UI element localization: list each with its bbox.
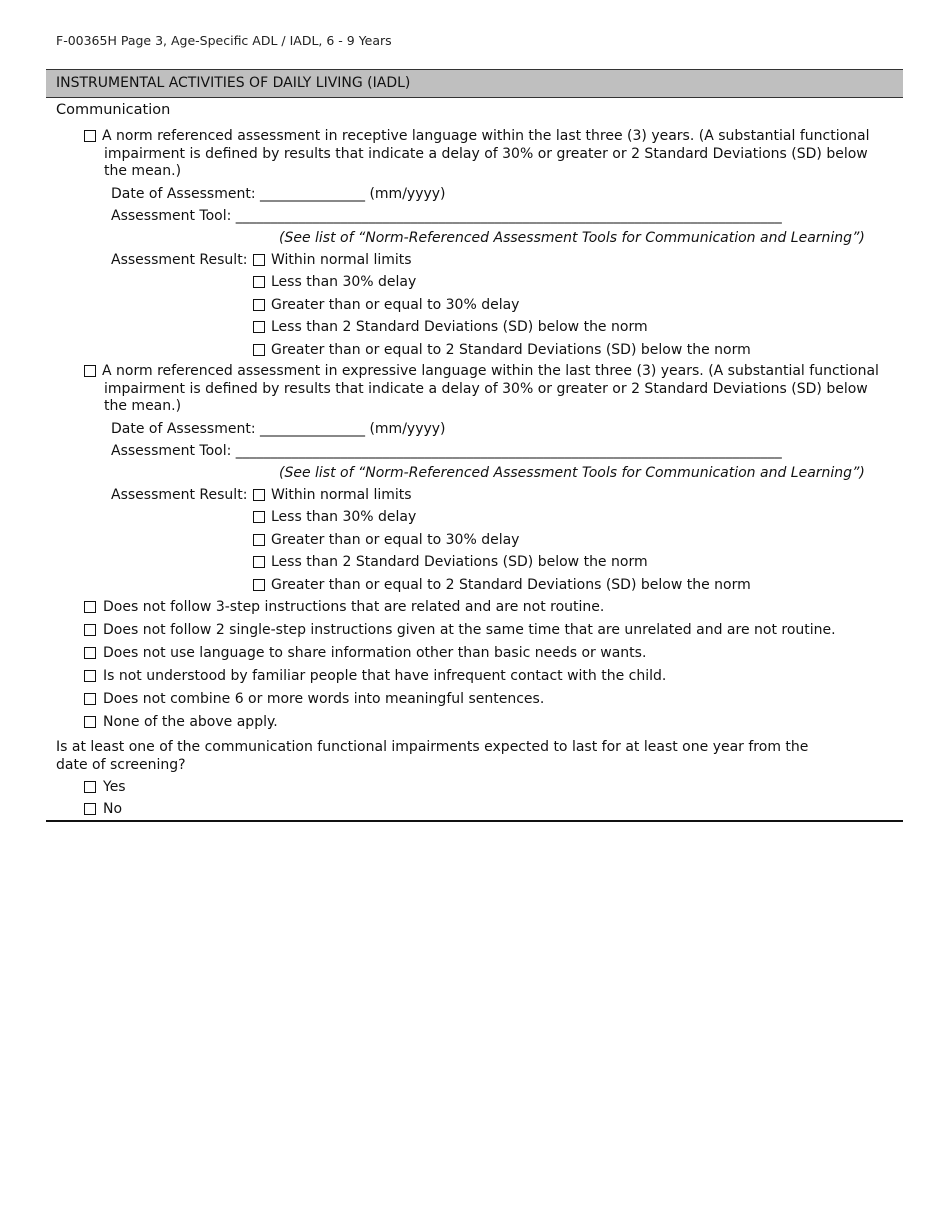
result-option-label: Greater than or equal to 2 Standard Deviations (SD) below the norm <box>271 341 751 358</box>
receptive-result-group <box>111 251 903 359</box>
receptive-date-field[interactable]: Date of Assessment: _______________ (mm/yyyy) <box>111 185 446 202</box>
receptive-result-option[interactable] <box>253 273 903 291</box>
result-checkbox[interactable] <box>253 321 265 333</box>
result-checkbox[interactable] <box>253 344 265 356</box>
result-checkbox[interactable] <box>253 511 265 523</box>
receptive-result-option[interactable] <box>253 296 903 314</box>
expressive-result-group <box>111 486 903 594</box>
receptive-tool-field[interactable]: Assessment Tool: ______________________________________________________________________________ <box>111 207 782 224</box>
expressive-result-option[interactable] <box>253 508 903 526</box>
item-checkbox[interactable] <box>84 716 96 728</box>
result-option-label: Greater than or equal to 2 Standard Deviations (SD) below the norm <box>271 576 751 593</box>
expressive-assessment-checkbox[interactable] <box>84 365 96 377</box>
expressive-assessment <box>84 363 903 416</box>
result-checkbox[interactable] <box>253 276 265 288</box>
expressive-tool-field[interactable]: Assessment Tool: ______________________________________________________________________________ <box>111 442 782 459</box>
item-label: Does not follow 2 single-step instructions given at the same time that are unrelated and are not routine. <box>103 622 836 638</box>
receptive-result-option[interactable] <box>253 341 903 359</box>
item-label: Does not use language to share information other than basic needs or wants. <box>103 645 647 661</box>
result-checkbox[interactable] <box>253 534 265 546</box>
checklist-item[interactable] <box>46 667 903 685</box>
expressive-result-label: Assessment Result: <box>111 486 248 503</box>
answer-no[interactable] <box>46 800 903 818</box>
receptive-assessment-text: A norm referenced assessment in receptive language within the last three (3) years. (A substantial functional impairment is defined by results that indicate a delay of 30% or greater or 2 Standard Deviations (SD) below the mean.) <box>102 128 870 179</box>
answer-yes[interactable] <box>46 778 903 796</box>
checklist-item[interactable] <box>46 644 903 662</box>
expressive-result-option[interactable] <box>253 553 903 571</box>
expressive-date-field[interactable]: Date of Assessment: _______________ (mm/yyyy) <box>111 420 446 437</box>
result-checkbox[interactable] <box>253 556 265 568</box>
receptive-result-option[interactable] <box>253 318 903 336</box>
item-checkbox[interactable] <box>84 601 96 613</box>
expressive-see-list-note: (See list of “Norm-Referenced Assessment Tools for Communication and Learning”) <box>279 464 865 481</box>
item-checkbox[interactable] <box>84 647 96 659</box>
page-header: F-00365H Page 3, Age-Specific ADL / IADL, 6 - 9 Years <box>56 33 392 48</box>
receptive-result-option[interactable] <box>253 251 903 269</box>
answer-label: Yes <box>103 779 126 795</box>
result-option-label: Less than 30% delay <box>271 274 417 290</box>
receptive-see-list-note: (See list of “Norm-Referenced Assessment Tools for Communication and Learning”) <box>279 229 865 246</box>
result-option-label: Within normal limits <box>271 486 412 503</box>
expressive-assessment-text: A norm referenced assessment in expressive language within the last three (3) years. (A substantial functional impairment is defined by results that indicate a delay of 30% or greater or 2 Standard Deviations (SD) below the mean.) <box>102 363 879 414</box>
duration-question: Is at least one of the communication functional impairments expected to last for at least one year from the date of screening? <box>56 739 809 773</box>
answer-label: No <box>103 801 123 817</box>
expressive-result-option[interactable] <box>253 486 903 504</box>
item-checkbox[interactable] <box>84 670 96 682</box>
result-checkbox[interactable] <box>253 254 265 266</box>
result-checkbox[interactable] <box>253 299 265 311</box>
result-option-label: Within normal limits <box>271 251 412 268</box>
result-option-label: Less than 2 Standard Deviations (SD) below the norm <box>271 319 648 335</box>
checklist-item[interactable] <box>46 598 903 616</box>
expressive-result-option[interactable] <box>253 531 903 549</box>
item-label: Does not combine 6 or more words into meaningful sentences. <box>103 691 545 707</box>
result-option-label: Less than 2 Standard Deviations (SD) below the norm <box>271 554 648 570</box>
expressive-result-option[interactable] <box>253 576 903 594</box>
checklist-item[interactable] <box>46 690 903 708</box>
receptive-assessment <box>84 128 903 181</box>
no-checkbox[interactable] <box>84 803 96 815</box>
item-label: None of the above apply. <box>103 714 278 730</box>
result-option-label: Less than 30% delay <box>271 509 417 525</box>
result-checkbox[interactable] <box>253 489 265 501</box>
result-option-label: Greater than or equal to 30% delay <box>271 296 520 313</box>
receptive-result-label: Assessment Result: <box>111 251 248 268</box>
item-label: Does not follow 3-step instructions that are related and are not routine. <box>103 599 605 615</box>
section-title: INSTRUMENTAL ACTIVITIES OF DAILY LIVING (IADL) <box>46 70 903 98</box>
item-checkbox[interactable] <box>84 624 96 636</box>
yes-checkbox[interactable] <box>84 781 96 793</box>
receptive-assessment-checkbox[interactable] <box>84 130 96 142</box>
checklist-item[interactable] <box>46 713 903 731</box>
item-label: Is not understood by familiar people that have infrequent contact with the child. <box>103 668 667 684</box>
iadl-form-section <box>46 69 903 822</box>
item-checkbox[interactable] <box>84 693 96 705</box>
result-checkbox[interactable] <box>253 579 265 591</box>
result-option-label: Greater than or equal to 30% delay <box>271 531 520 548</box>
communication-subheading: Communication <box>56 102 171 118</box>
checklist-item[interactable] <box>46 621 903 639</box>
